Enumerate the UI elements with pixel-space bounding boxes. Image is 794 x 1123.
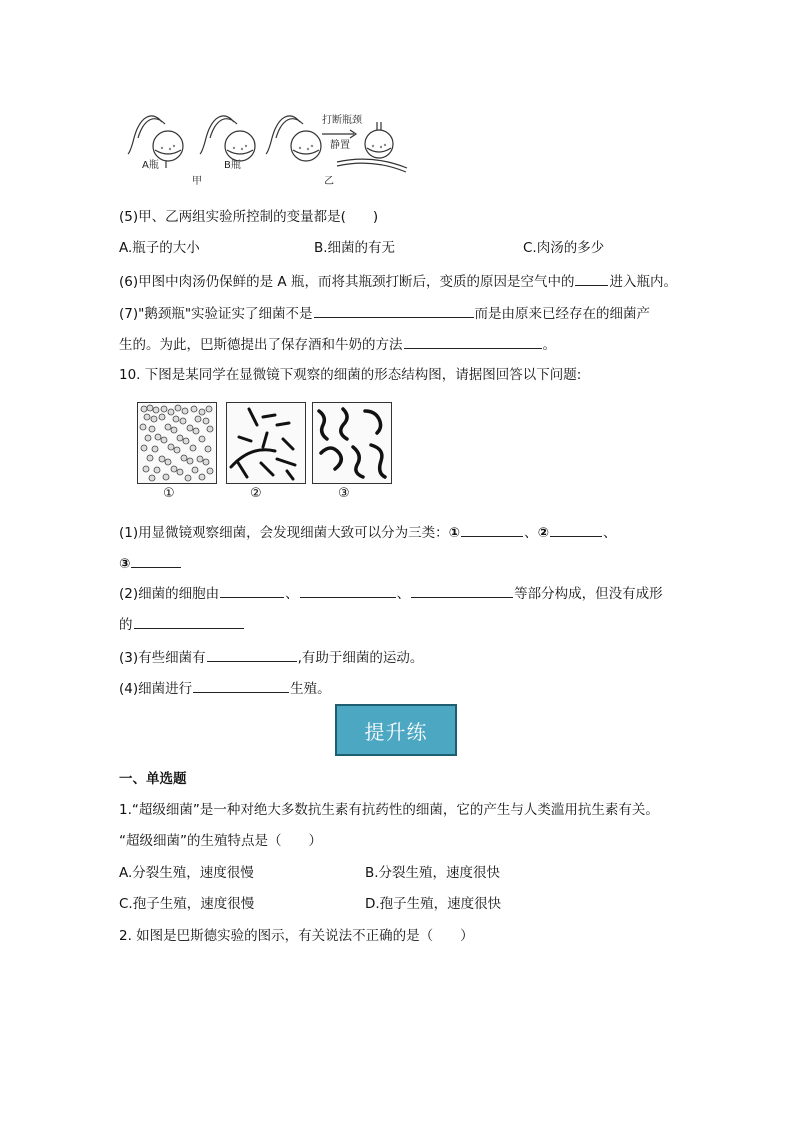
answer-blank[interactable] [193,678,289,693]
question-5-option-b[interactable]: B.细菌的有无 [314,240,396,256]
question-6 [119,271,677,291]
answer-blank[interactable] [220,583,284,598]
section-heading: 一、单选题 [119,771,187,787]
flask-b-label: B瓶 [224,160,241,171]
separator: 、 [285,586,299,602]
answer-blank[interactable] [131,553,181,568]
question-10-sub-2-line-2 [119,614,245,634]
sub-4-text-end: 生殖。 [290,681,331,697]
question-10-sub-3 [119,647,423,667]
arrow-label-top: 打断瓶颈 [322,115,362,126]
separator: 、 [603,525,617,541]
figure-caption-jia: 甲 [192,176,202,187]
mc-question-1-option-a[interactable]: A.分裂生殖，速度很慢 [119,865,254,881]
section-banner: 提升练 [335,704,457,756]
question-10-sub-1-line-2 [119,553,182,573]
question-5-stem: (5)甲、乙两组实验所控制的变量都是( ) [119,209,379,225]
question-7-text-line2: 生的。为此，巴斯德提出了保存酒和牛奶的方法 [119,337,403,353]
answer-blank[interactable] [575,271,608,286]
sub-1-text: (1)用显微镜观察细菌，会发现细菌大致可以分为三类： [119,525,449,541]
answer-blank[interactable] [207,647,297,662]
question-10-stem: 10. 下图是某同学在显微镜下观察的细菌的形态结构图，请据图回答以下问题: [119,367,582,383]
mc-question-1-option-d[interactable]: D.孢子生殖，速度很快 [365,896,502,912]
figure-label-3: ③ [338,486,350,501]
question-7-line-1 [119,303,650,323]
question-6-text-end: 进入瓶内。 [609,274,677,290]
answer-blank[interactable] [550,522,602,537]
question-6-text: (6)甲图中肉汤仍保鲜的是 A 瓶，而将其瓶颈打断后，变质的原因是空气中的 [119,274,575,290]
question-10-sub-4 [119,678,331,698]
answer-blank[interactable] [404,334,542,349]
question-7-text-mid: 而是由原来已经存在的细菌产 [474,306,651,322]
sub-2-text: (2)细菌的细胞由 [119,586,220,602]
mc-question-1-line-1: 1.“超级细菌”是一种对绝大多数抗生素有抗药性的细菌，它的产生与人类滥用抗生素有关。 [119,802,659,818]
mc-question-1-option-b[interactable]: B.分裂生殖，速度很快 [365,865,501,881]
sub-3-text-end: ,有助于细菌的运动。 [297,650,424,666]
question-7-line-2 [119,334,556,354]
mc-question-1-line-2: “超级细菌”的生殖特点是（ ） [119,833,322,849]
question-5-option-c[interactable]: C.肉汤的多少 [523,240,605,256]
question-10-sub-1 [119,522,617,542]
question-10-sub-2 [119,583,663,603]
sub-4-text: (4)细菌进行 [119,681,193,697]
question-7-text-end: 。 [542,337,556,353]
answer-blank[interactable] [300,583,396,598]
sub-2-line2-text: 的 [119,617,133,633]
marker-1: ① [448,525,461,541]
arrow-label-bottom: 静置 [330,140,350,151]
bacilli-image [227,403,305,483]
answer-blank[interactable] [461,522,523,537]
mc-question-1-option-c[interactable]: C.孢子生殖，速度很慢 [119,896,255,912]
spirilla-image [313,403,391,483]
sub-3-text: (3)有些细菌有 [119,650,206,666]
answer-blank[interactable] [134,614,244,629]
figure-label-2: ② [250,486,262,501]
mc-question-2-stem: 2. 如图是巴斯德实验的图示，有关说法不正确的是（ ） [119,928,474,944]
separator: 、 [524,525,538,541]
answer-blank[interactable] [314,303,474,318]
sub-2-text-end: 等部分构成，但没有成形 [514,586,663,602]
answer-blank[interactable] [411,583,513,598]
bacteria-box-spirilla [312,402,392,484]
figure-label-1: ① [163,486,175,501]
bacteria-box-cocci [137,402,217,484]
swan-neck-flask-figure [122,108,422,188]
marker-2: ② [537,525,549,541]
question-5-option-a[interactable]: A.瓶子的大小 [119,240,200,256]
figure-caption-yi: 乙 [324,176,334,187]
marker-3: ③ [119,556,131,572]
bacteria-box-bacilli [226,402,306,484]
separator: 、 [396,586,411,602]
question-7-text: (7)"鹅颈瓶"实验证实了细菌不是 [119,306,313,322]
cocci-image [138,403,216,483]
flask-a-label: A瓶 [142,160,159,171]
